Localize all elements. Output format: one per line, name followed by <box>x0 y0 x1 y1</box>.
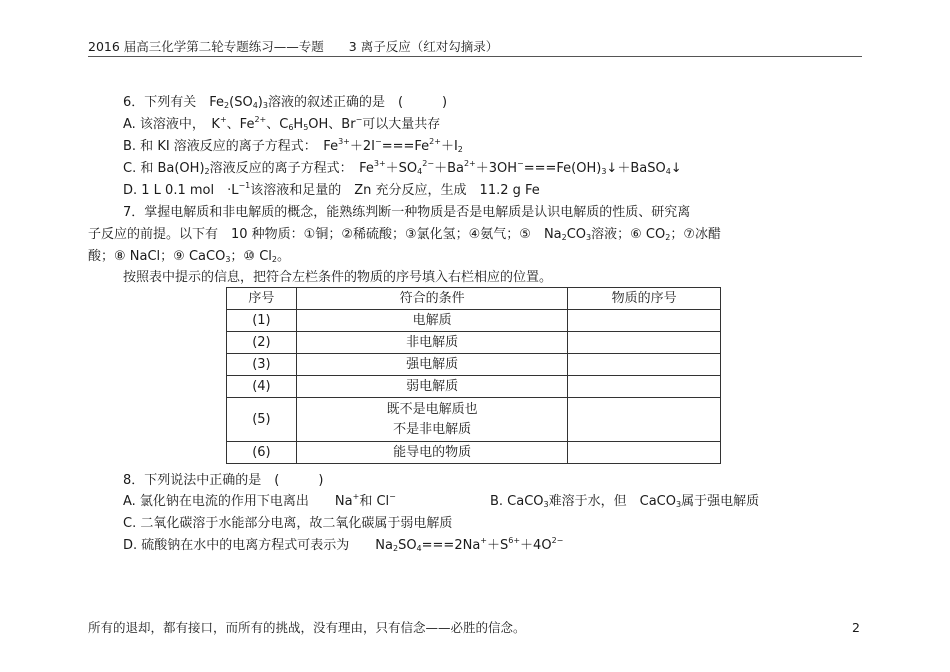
row-answer-cell[interactable] <box>568 376 721 398</box>
row-condition-line-2: 不是非电解质 <box>393 421 472 437</box>
question-6-option-a: A. 该溶液中， K+、$Fe^{2+}$、$C_6H_5OH$、Br−可以大量共存 <box>123 115 441 132</box>
table-row <box>227 442 721 464</box>
question-7-line-2: 子反应的前提。以下有 10 种物质：①铜；②稀硫酸；③氯化氢；④氨气；⑤ $Na_2CO_3$溶液；⑥ $CO_2$；⑦冰醋 <box>88 227 721 242</box>
question-8-option-d: D. 硫酸钠在水中的电离方程式可表示为 $Na_2SO_4===2Na^++S^{6+}+4O^{2-}$ <box>123 536 564 553</box>
header-answer: 物质的序号 <box>568 288 721 310</box>
row-index: (3) <box>227 354 297 376</box>
question-6-option-b: B. 和 KI 溶液反应的离子方程式： $Fe^{3+}+2I^-===Fe^{2+}+I_2$ <box>123 137 463 154</box>
row-condition: 弱电解质 <box>296 376 567 398</box>
row-condition: 电解质 <box>296 310 567 332</box>
question-8-option-c: C. 二氧化碳溶于水能部分电离，故二氧化碳属于弱电解质 <box>123 516 453 531</box>
question-6-option-c: C. 和 $Ba(OH)_2$溶液反应的离子方程式： $Fe^{3+}+SO_4^{2-}+Ba^{2+}+3OH^-===Fe(OH)_3↓+BaSO_4↓$ <box>123 159 682 176</box>
table-row <box>227 376 721 398</box>
row-answer-cell[interactable] <box>568 398 721 442</box>
question-6-stem: 6．下列有关 $Fe_2(SO_4)_3$溶液的叙述正确的是 ( ) <box>123 95 448 110</box>
row-condition: 能导电的物质 <box>296 442 567 464</box>
table-header-row <box>227 288 721 310</box>
row-condition <box>296 398 567 442</box>
row-answer-cell[interactable] <box>568 354 721 376</box>
question-8-option-a: A. 氯化钠在电流的作用下电离出 Na+和 Cl− <box>123 492 396 509</box>
row-index: (2) <box>227 332 297 354</box>
page-number: 2 <box>852 620 860 635</box>
page-header: 2016 届高三化学第二轮专题练习——专题 3 离子反应（红对勾摘录） <box>88 39 499 54</box>
question-7-instruction: 按照表中提示的信息，把符合左栏条件的物质的序号填入右栏相应的位置。 <box>123 270 553 285</box>
header-index: 序号 <box>227 288 297 310</box>
row-answer-cell[interactable] <box>568 310 721 332</box>
row-condition: 非电解质 <box>296 332 567 354</box>
classification-table <box>226 287 721 464</box>
question-6-option-d: D. 1 L 0.1 mol $\cdot L^{-1}$该溶液和足量的 Zn 充分反应，生成 11.2 g Fe <box>123 181 540 198</box>
table-row <box>227 332 721 354</box>
question-8-stem: 8．下列说法中正确的是 ( ) <box>123 473 324 488</box>
header-condition: 符合的条件 <box>296 288 567 310</box>
row-answer-cell[interactable] <box>568 332 721 354</box>
header-divider <box>88 56 862 57</box>
question-7-line-1: 7．掌握电解质和非电解质的概念，能熟练判断一种物质是否是电解质是认识电解质的性质、研究离 <box>123 205 691 220</box>
row-condition-line-1: 既不是电解质也 <box>386 401 478 417</box>
row-answer-cell[interactable] <box>568 442 721 464</box>
footer-motto: 所有的退却，都有接口，而所有的挑战，没有理由，只有信念——必胜的信念。 <box>88 620 526 635</box>
row-index: (1) <box>227 310 297 332</box>
question-8-option-b: B. CaCO$_3$难溶于水，但 CaCO$_3$属于强电解质 <box>490 494 760 509</box>
row-condition: 强电解质 <box>296 354 567 376</box>
table-row <box>227 310 721 332</box>
table-row <box>227 398 721 442</box>
row-index: (4) <box>227 376 297 398</box>
row-index: (5) <box>227 398 297 442</box>
row-index: (6) <box>227 442 297 464</box>
question-7-line-3: 酸；⑧ NaCl；⑨ CaCO$_3$；⑩ $Cl_2$。 <box>88 249 290 264</box>
table-row <box>227 354 721 376</box>
